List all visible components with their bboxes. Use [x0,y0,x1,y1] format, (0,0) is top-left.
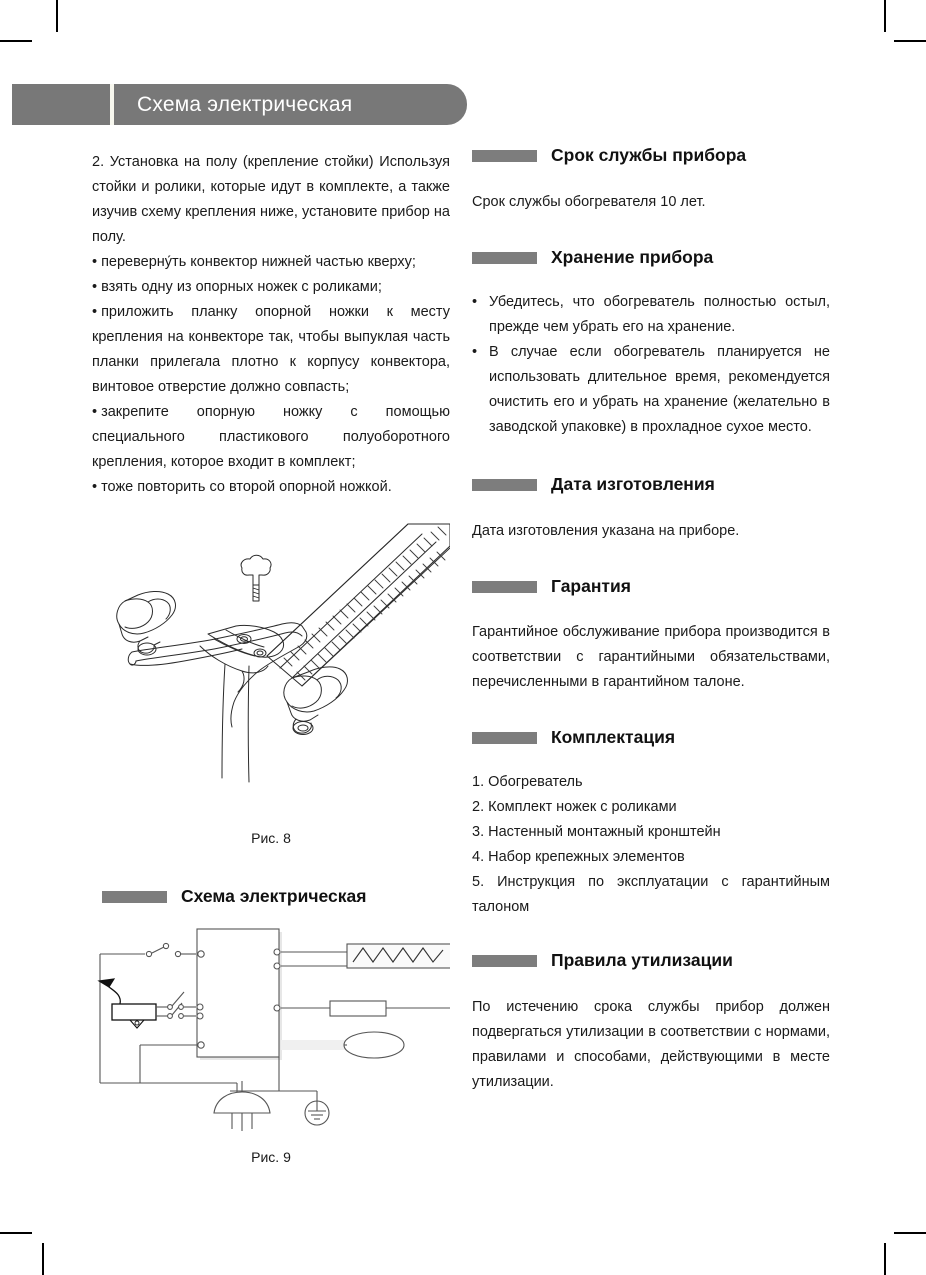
list-item: • переверну́ть конвектор нижней частью кверху; [92,250,450,275]
heading-marker [472,732,537,744]
list-item: 1. Обогреватель [472,774,583,790]
disposal-paragraph: По истечению срока службы прибор должен подвергаться утилизации в соответствии с нормами, правилами и способами, действующими в месте утилизации. [472,999,830,1090]
section-heading-manufacture-date [472,474,830,495]
list-item: 3. Настенный монтажный кронштейн [472,824,721,840]
manufacture-date-paragraph: Дата изготовления указана на приборе. [472,523,740,539]
section-heading-disposal-rules [472,950,830,971]
crop-mark-top-right-horizontal [894,40,926,42]
heading-marker [472,252,537,264]
crop-mark-bottom-right-horizontal [894,1232,926,1234]
crop-mark-top-right-vertical [884,0,886,32]
electrical-wiring-schematic [92,921,450,1143]
service-life-paragraph: Срок службы обогревателя 10 лет. [472,194,706,210]
page-banner [12,84,467,125]
list-item: • Убедитесь, что обогреватель полностью остыл, прежде чем убрать его на хранение. [472,290,830,340]
list-item: 4. Набор крепежных элементов [472,849,685,865]
list-item: • закрепите опорную ножку с помощью специального пластикового полуоборотного крепления, которое входит в комплект; [92,400,450,475]
intro-paragraph: 2. Установка на полу (крепление стойки) Используя стойки и ролики, которые идут в комплекте, а также изучив схему крепления ниже, установите прибор на полу. [92,154,450,245]
list-item: 5. Инструкция по эксплуатации с гарантийным талоном [472,874,830,915]
right-column [472,145,830,1095]
crop-mark-bottom-right-vertical [884,1243,886,1275]
section-heading-schematic [92,886,450,907]
figure-9 [92,921,450,1143]
section-heading-storage [472,247,830,268]
left-column [92,150,450,1165]
list-item: • приложить планку опорной ножки к месту крепления на конвекторе так, чтобы выпуклая часть планки прилегала плотно к корпусу конвектора, винтовое отверстие должно совпасть; [92,300,450,400]
section-heading-warranty [472,576,830,597]
banner-title: Схема электрическая [137,93,353,116]
section-heading-label: Дата изготовления [551,474,715,494]
list-item: • взять одну из опорных ножек с роликами; [92,275,450,300]
heading-marker [472,479,537,491]
warranty-paragraph: Гарантийное обслуживание прибора производится в соответствии с гарантийными обязательствами, перечисленными в гарантийном талоне. [472,624,830,690]
section-heading-service-life [472,145,830,166]
figure-8 [92,506,450,828]
crop-mark-top-left-horizontal [0,40,32,42]
section-heading-label: Правила утилизации [551,950,733,970]
list-item: • В случае если обогреватель планируется не использовать длительное время, рекомендуется очистить его и убрать на хранение (желательно в заводской упаковке) в прохладное сухое место. [472,340,830,440]
crop-mark-bottom-left-horizontal [0,1232,32,1234]
storage-bullet-list [472,290,830,440]
section-heading-label: Комплектация [551,727,676,747]
section-heading-label: Гарантия [551,576,631,596]
installation-bullet-list [92,250,450,500]
banner-left-block [12,84,110,125]
section-heading-label: Схема электрическая [181,886,367,906]
convector-foot-roller-assembly-drawing [92,506,450,828]
section-heading-label: Срок службы прибора [551,145,747,165]
list-item: • тоже повторить со второй опорной ножкой. [92,475,450,500]
list-item: 2. Комплект ножек с роликами [472,799,677,815]
figure-8-caption: Рис. 8 [251,830,291,846]
section-heading-package-contents [472,727,830,748]
heading-marker [102,891,167,903]
crop-mark-bottom-left-vertical [42,1243,44,1275]
heading-marker [472,955,537,967]
heading-marker [472,150,537,162]
figure-9-caption: Рис. 9 [251,1149,291,1165]
section-heading-label: Хранение прибора [551,247,714,267]
package-contents-list [472,770,830,920]
crop-mark-top-left-vertical [56,0,58,32]
heading-marker [472,581,537,593]
